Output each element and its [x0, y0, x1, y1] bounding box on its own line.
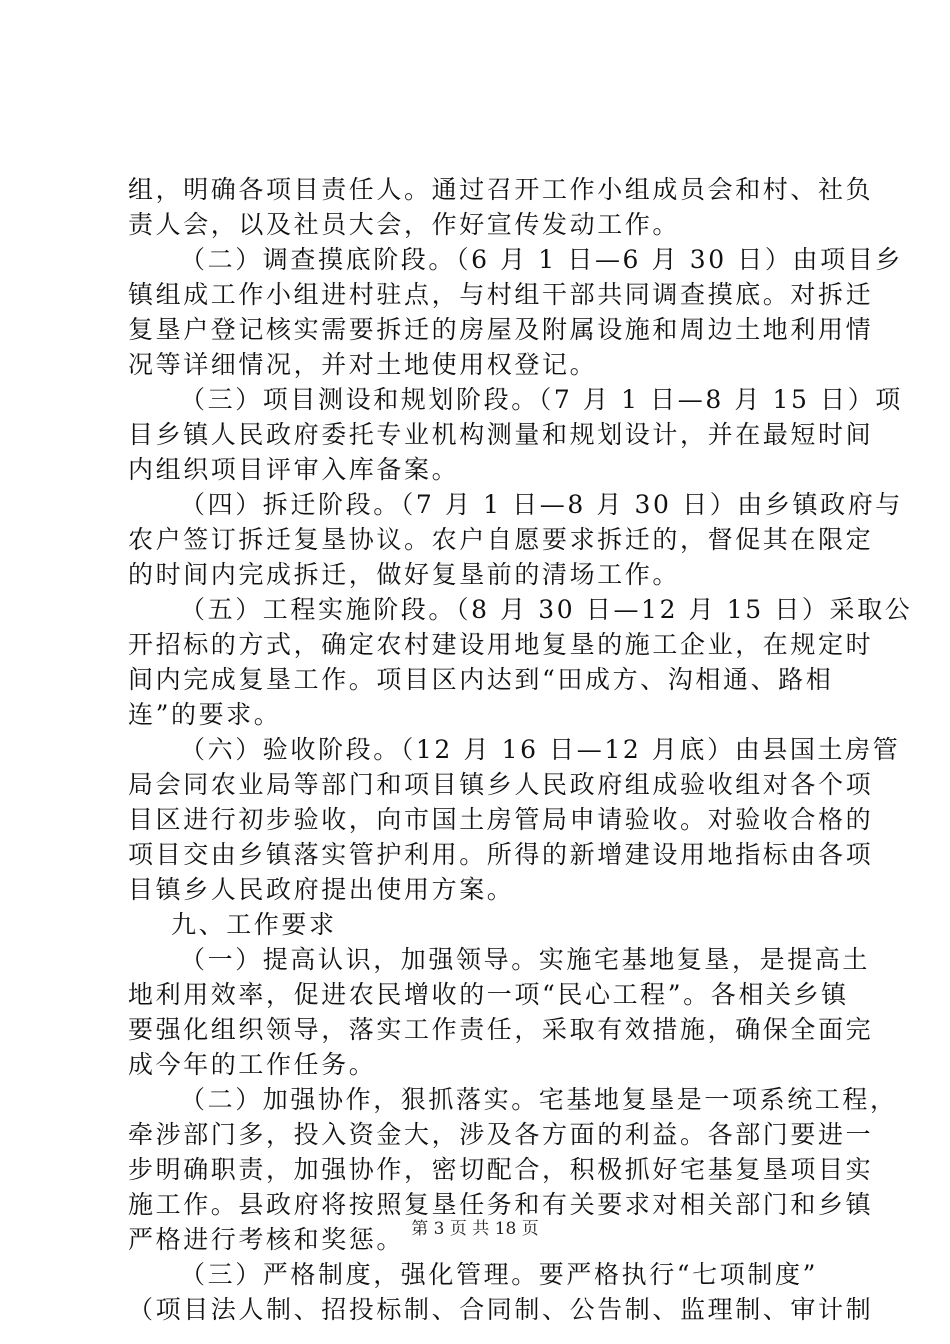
- text-line: （五）工程实施阶段。（8 月 30 日—12 月 15 日）采取公: [180, 595, 913, 624]
- text-line: 目镇乡人民政府提出使用方案。: [128, 875, 515, 904]
- text-line: （项目法人制、招投标制、合同制、公告制、监理制、审计制: [128, 1295, 874, 1324]
- paragraph: [128, 172, 874, 242]
- text-line: 镇组成工作小组进村驻点，与村组干部共同调查摸底。对拆迁: [128, 280, 874, 309]
- paragraph: [128, 487, 903, 592]
- document-body: [128, 172, 913, 1327]
- text-line: 组，明确各项目责任人。通过召开工作小组成员会和村、社负: [128, 175, 874, 204]
- text-line: 况等详细情况，并对土地使用权登记。: [128, 350, 598, 379]
- text-line: 农户签订拆迁复垦协议。农户自愿要求拆迁的，督促其在限定: [128, 525, 874, 554]
- paragraph: [128, 1257, 874, 1327]
- text-line: 步明确职责，加强协作，密切配合，积极抓好宅基复垦项目实: [128, 1155, 874, 1184]
- text-line: （二）加强协作，狠抓落实。宅基地复垦是一项系统工程，: [180, 1085, 898, 1114]
- text-line: 局会同农业局等部门和项目镇乡人民政府组成验收组对各个项: [128, 770, 874, 799]
- text-line: 地利用效率，促进农民增收的一项“民心工程”。各相关乡镇: [128, 980, 849, 1009]
- paragraph: [128, 242, 903, 382]
- section-heading: [128, 907, 840, 942]
- text-line: 施工作。县政府将按照复垦任务和有关要求对相关部门和乡镇: [128, 1190, 874, 1219]
- text-line: 内组织项目评审入库备案。: [128, 455, 460, 484]
- paragraph: [128, 732, 901, 907]
- text-line: （六）验收阶段。（12 月 16 日—12 月底）由县国土房管: [180, 735, 901, 764]
- text-line: 目乡镇人民政府委托专业机构测量和规划设计，并在最短时间: [128, 420, 874, 449]
- text-line: 连”的要求。: [128, 700, 282, 729]
- text-line: （三）项目测设和规划阶段。（7 月 1 日—8 月 15 日）项: [180, 385, 903, 414]
- text-line: 要强化组织领导，落实工作责任，采取有效措施，确保全面完: [128, 1015, 874, 1044]
- text-line: 开招标的方式，确定农村建设用地复垦的施工企业，在规定时: [128, 630, 874, 659]
- text-line: 九、工作要求: [171, 910, 337, 939]
- text-line: （二）调查摸底阶段。（6 月 1 日—6 月 30 日）由项目乡: [180, 245, 903, 274]
- text-line: 项目交由乡镇落实管护利用。所得的新增建设用地指标由各项: [128, 840, 874, 869]
- text-line: （一）提高认识，加强领导。实施宅基地复垦，是提高土: [180, 945, 871, 974]
- text-line: 严格进行考核和奖惩。: [128, 1225, 405, 1254]
- text-line: 责人会，以及社员大会，作好宣传发动工作。: [128, 210, 681, 239]
- page-number-footer: 第 3 页 共 18 页: [411, 1219, 539, 1239]
- text-line: 目区进行初步验收，向市国土房管局申请验收。对验收合格的: [128, 805, 874, 834]
- text-line: 牵涉部门多，投入资金大，涉及各方面的利益。各部门要进一: [128, 1120, 874, 1149]
- paragraph: [128, 942, 874, 1082]
- text-line: 的时间内完成拆迁，做好复垦前的清场工作。: [128, 560, 681, 589]
- text-line: （三）严格制度，强化管理。要严格执行“七项制度”: [180, 1260, 818, 1289]
- paragraph: [128, 382, 903, 487]
- paragraph: [128, 592, 913, 732]
- text-line: 复垦户登记核实需要拆迁的房屋及附属设施和周边土地利用情: [128, 315, 874, 344]
- text-line: 成今年的工作任务。: [128, 1050, 377, 1079]
- text-line: （四）拆迁阶段。（7 月 1 日—8 月 30 日）由乡镇政府与: [180, 490, 903, 519]
- text-line: 间内完成复垦工作。项目区内达到“田成方、沟相通、路相: [128, 665, 834, 694]
